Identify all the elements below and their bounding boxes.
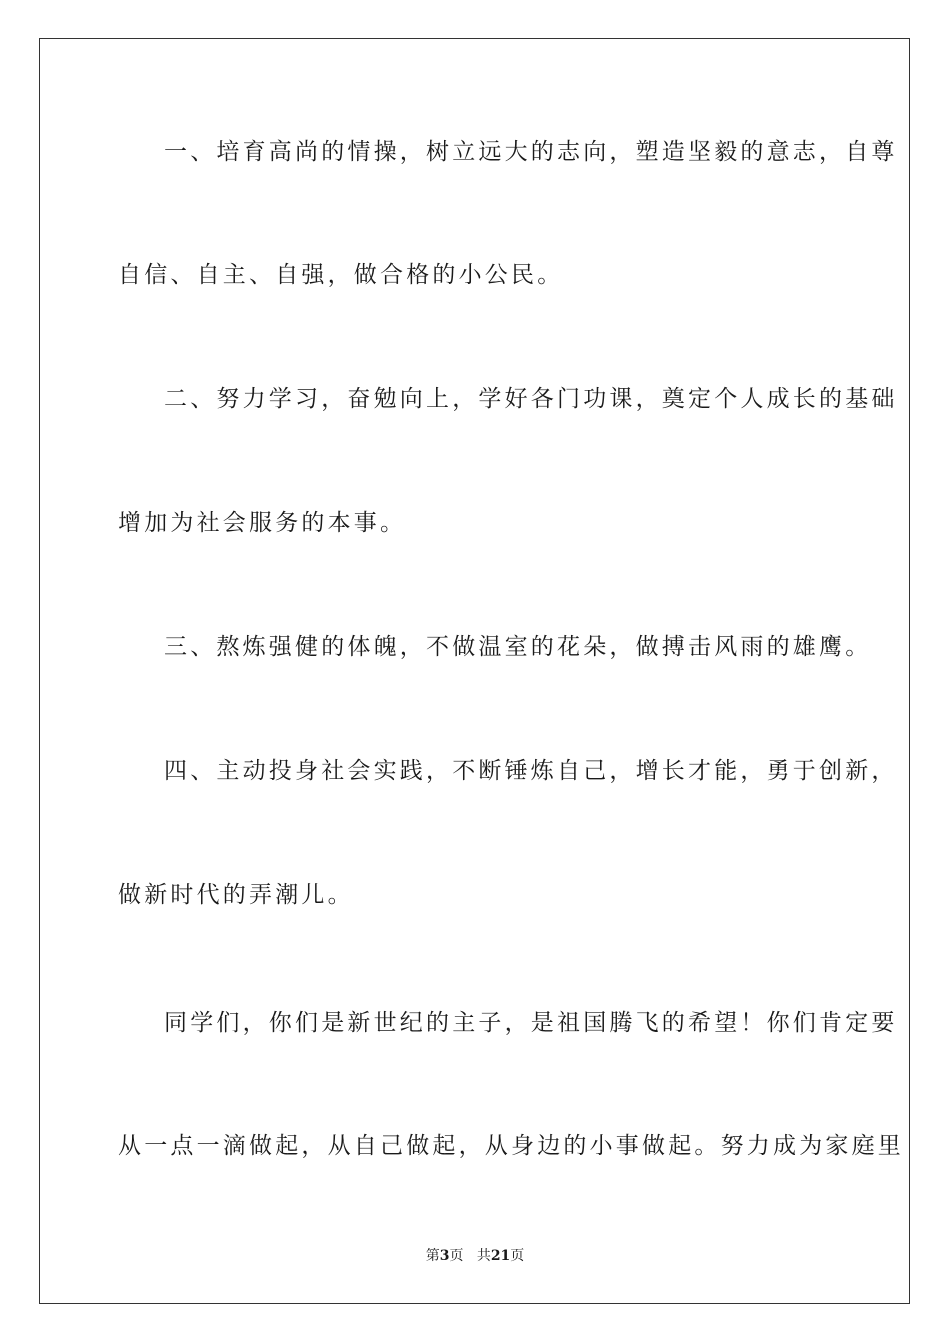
total-suffix: 页 <box>510 1248 525 1264</box>
paragraph-5-line-1: 同学们，你们是新世纪的主子，是祖国腾飞的希望！你们肯定要 <box>164 1010 898 1036</box>
page-prefix: 第 <box>425 1248 440 1264</box>
page-border <box>39 38 910 1304</box>
paragraph-4-line-2: 做新时代的弄潮儿。 <box>118 882 354 908</box>
paragraph-3-line-1: 三、熬炼强健的体魄，不做温室的花朵，做搏击风雨的雄鹰。 <box>164 634 872 660</box>
paragraph-1-line-1: 一、培育高尚的情操，树立远大的志向，塑造坚毅的意志，自尊 <box>164 139 898 165</box>
paragraph-2-line-1: 二、努力学习，奋勉向上，学好各门功课，奠定个人成长的基础 <box>164 386 898 412</box>
paragraph-4-line-1: 四、主动投身社会实践，不断锤炼自己，增长才能，勇于创新， <box>164 758 898 784</box>
page-number: 3 <box>439 1248 450 1264</box>
total-pages: 21 <box>490 1248 511 1264</box>
paragraph-2-line-2: 增加为社会服务的本事。 <box>118 510 407 536</box>
paragraph-1-line-2: 自信、自主、自强，做合格的小公民。 <box>118 262 564 288</box>
paragraph-5-line-2: 从一点一滴做起，从自己做起，从身边的小事做起。努力成为家庭里 <box>118 1133 904 1159</box>
total-prefix: 共 <box>476 1248 491 1264</box>
page-footer <box>0 1246 950 1266</box>
page-suffix: 页 <box>449 1248 464 1264</box>
